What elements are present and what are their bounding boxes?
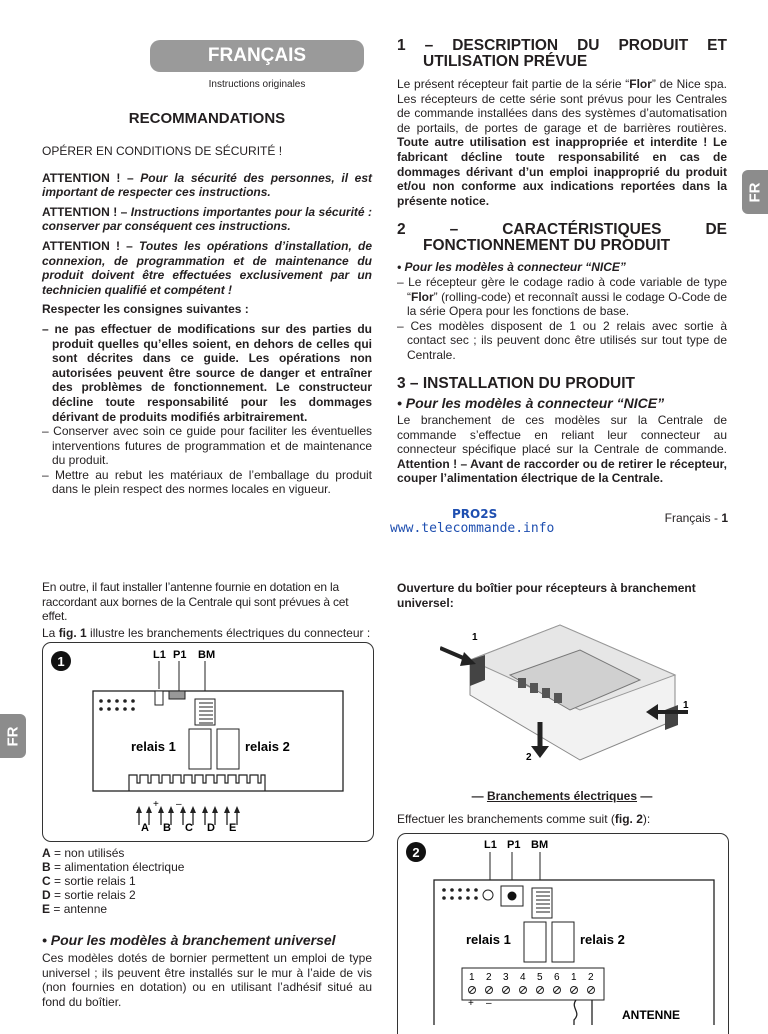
arrow-label-2: 2	[526, 752, 532, 763]
terminal-letter: D	[207, 822, 215, 834]
terminal-letter: B	[163, 822, 171, 834]
consignes-list	[42, 322, 372, 497]
terminal-arrow-head	[212, 806, 218, 813]
figure-1	[42, 642, 374, 842]
terminal-number: 3	[503, 972, 509, 983]
section-3-text: Le branchement de ces modèles sur la Centrale de commande s’effectue en reliant leur connecteur au connecteur spécifique placé sur la Centrale de commande. Attention ! – Avant de raccorder ou de retirer le récepteur, couper l’alimentation électrique de la Centrale.	[397, 413, 727, 486]
list-item: – Le récepteur gère le codage radio à code variable de type “Flor” (rolling-code) et reconnaît aussi le codage O-Code de la série Opera pour les fonctions de base.	[397, 274, 727, 319]
relay-1-label: relais 1	[466, 932, 511, 947]
page-footer: Français - 1	[664, 511, 728, 525]
plus-sign: +	[153, 799, 159, 810]
legend-item: B = alimentation électrique	[42, 860, 185, 874]
page2-intro	[42, 580, 374, 640]
terminal-arrow-head	[224, 806, 230, 813]
relay-1-block	[189, 729, 211, 769]
document-subtitle: Instructions originales	[208, 79, 306, 90]
watermark-brand: PRO2S	[452, 507, 498, 521]
terminal-letter: E	[229, 822, 237, 834]
terminal-arrow-head	[136, 806, 142, 813]
button-p1	[508, 892, 517, 901]
terminal-number: 5	[537, 972, 543, 983]
arrow-down-head	[531, 746, 549, 758]
list-item: – Conserver avec soin ce guide pour faciliter les éventuelles interventions futures de programmation et de maintenance du produit.	[42, 424, 372, 468]
relay-1-block	[524, 922, 546, 962]
watermark-url: www.telecommande.info	[390, 521, 555, 536]
section-3-heading: 3 – INSTALLATION DU PRODUIT	[397, 374, 635, 392]
section-1-heading: 1 – DESCRIPTION DU PRODUIT ET UTILISATION PRÉVUE	[397, 37, 727, 70]
figure-2	[397, 833, 729, 1034]
minus-sign: –	[176, 799, 182, 810]
receiver-box-illustration	[440, 620, 690, 770]
section-3-subheading: • Pour les modèles à connecteur “NICE”	[397, 394, 665, 411]
relay-2-block	[217, 729, 239, 769]
consignes-title: Respecter les consignes suivantes :	[42, 302, 249, 317]
list-item: – Ces modèles disposent de 1 ou 2 relais avec sortie à contact sec ; ils peuvent donc être utilisés sur tout type de Centrale.	[397, 318, 727, 362]
arrow-label-1b: 1	[683, 700, 689, 711]
figure-number: 1	[57, 654, 65, 669]
relay-1-label: relais 1	[131, 739, 176, 754]
attention-2: ATTENTION ! – Instructions importantes pour la sécurité : conserver par conséquent ces instructions.	[42, 204, 373, 234]
terminal-arrow-head	[234, 806, 240, 813]
label-bm: BM	[531, 839, 549, 851]
list-item: – Mettre au rebut les matériaux de l’emballage du produit dans le plein respect des normes locales en vigueur.	[42, 467, 372, 497]
wiring-instruction: Effectuer les branchements comme suit (fig. 2):	[397, 812, 651, 826]
led-l1	[155, 691, 163, 705]
label-bm: BM	[198, 649, 216, 661]
label-l1: L1	[484, 839, 497, 851]
sections-column	[397, 38, 727, 486]
led-l1	[483, 890, 493, 900]
wiring-heading: — Branchements électriques —	[471, 789, 653, 803]
terminal-arrows	[136, 806, 240, 834]
label-p1: P1	[507, 839, 521, 851]
terminal-letter: C	[185, 822, 193, 834]
legend-item: E = antenne	[42, 902, 108, 916]
antenna-label: ANTENNE	[622, 1008, 681, 1022]
terminal-number: 2	[588, 972, 594, 983]
legend-item: C = sortie relais 1	[42, 874, 136, 888]
connector-diagram	[43, 643, 373, 841]
section-2-subheading: • Pour les modèles à connecteur “NICE”	[397, 260, 626, 275]
language-tab: FR	[742, 170, 768, 214]
terminal-number: 2	[486, 972, 492, 983]
recommendations-column	[42, 144, 372, 497]
figure-number: 2	[412, 845, 420, 860]
relay-2-block	[552, 922, 574, 962]
minus-sign: –	[486, 998, 492, 1009]
universal-models-heading: • Pour les modèles à branchement universel	[42, 932, 336, 948]
section-2-list	[397, 275, 727, 363]
label-l1: L1	[153, 649, 166, 661]
terminal-number: 1	[571, 972, 577, 983]
terminal-number: 6	[554, 972, 560, 983]
terminal-number: 1	[469, 972, 475, 983]
button-p1	[169, 691, 185, 699]
terminal-arrow-head	[158, 806, 164, 813]
section-1-text: Le présent récepteur fait partie de la série “Flor” de Nice spa. Les récepteurs de cette série sont prévus pour les Centrales de commande installées dans des systèmes d’automatisation de portails, de portes de garage et de barrières routières. Toute autre utilisation est inappropriée et interdite ! Le fabricant décline toute responsabilité en cas de dommages dérivant d’un emploi inapproprié du produit et/ou non conforme aux indications reportées dans la présente notice.	[397, 77, 727, 208]
plus-sign: +	[468, 998, 474, 1009]
legend-item: D = sortie relais 2	[42, 888, 136, 902]
terminal-number: 4	[520, 972, 526, 983]
recommendations-heading: RECOMMANDATIONS	[128, 110, 286, 127]
arrow-label-1a: 1	[472, 632, 478, 643]
section-2-heading: 2 – CARACTÉRISTIQUES DE FONCTIONNEMENT DU PRODUIT	[397, 221, 727, 255]
safety-intro: OPÉRER EN CONDITIONS DE SÉCURITÉ !	[42, 144, 283, 158]
antenna-intro: En outre, il faut installer l’antenne fournie en dotation en la raccordant aux bornes de la Centrale qui sont prévues à cet effet.	[42, 580, 349, 624]
legend-item: A = non utilisés	[42, 846, 125, 860]
attention-3: ATTENTION ! – Toutes les opérations d’installation, de connexion, de programmation et de maintenance du produit doivent être effectuées exclusivement par un technicien qualifié et compétent !	[42, 238, 372, 297]
universal-models-text: Ces modèles dotés de bornier permettent un emploi de type universel ; ils peuvent être installés sur le mur à l’aide de vis (non fournies en dotation) ou en utilisant l’adhésif situé au fond du boîtier.	[42, 951, 372, 1009]
relay-2-label: relais 2	[245, 739, 290, 754]
terminal-legend	[42, 846, 184, 916]
terminal-arrow-head	[190, 806, 196, 813]
language-banner: FRANÇAIS	[150, 40, 364, 72]
terminal-letter: A	[141, 822, 149, 834]
terminal-arrow-head	[146, 806, 152, 813]
terminal-block	[462, 968, 604, 1000]
terminal-arrow-head	[202, 806, 208, 813]
label-p1: P1	[173, 649, 187, 661]
fig1-reference: La fig. 1 illustre les branchements électriques du connecteur :	[42, 625, 371, 640]
relay-2-label: relais 2	[580, 932, 625, 947]
language-tab-left: FR	[0, 714, 26, 758]
attention-1: ATTENTION ! – Pour la sécurité des personnes, il est important de respecter ces instructions.	[42, 170, 372, 200]
list-item: – ne pas effectuer de modifications sur des parties du produit quelles qu’elles soient, en dehors de celles qui sont décrites dans ce guide. Les opérations non autorisées peuvent être source de danger et entraîner des problèmes de fonctionnement. Le constructeur décline toute responsabilité pour les dommages dérivant de produits modifiés arbitrairement.	[42, 321, 372, 424]
terminal-arrow-head	[168, 806, 174, 813]
terminal-block-diagram	[398, 834, 728, 1025]
opening-heading: Ouverture du boîtier pour récepteurs à branchement universel:	[397, 581, 696, 610]
